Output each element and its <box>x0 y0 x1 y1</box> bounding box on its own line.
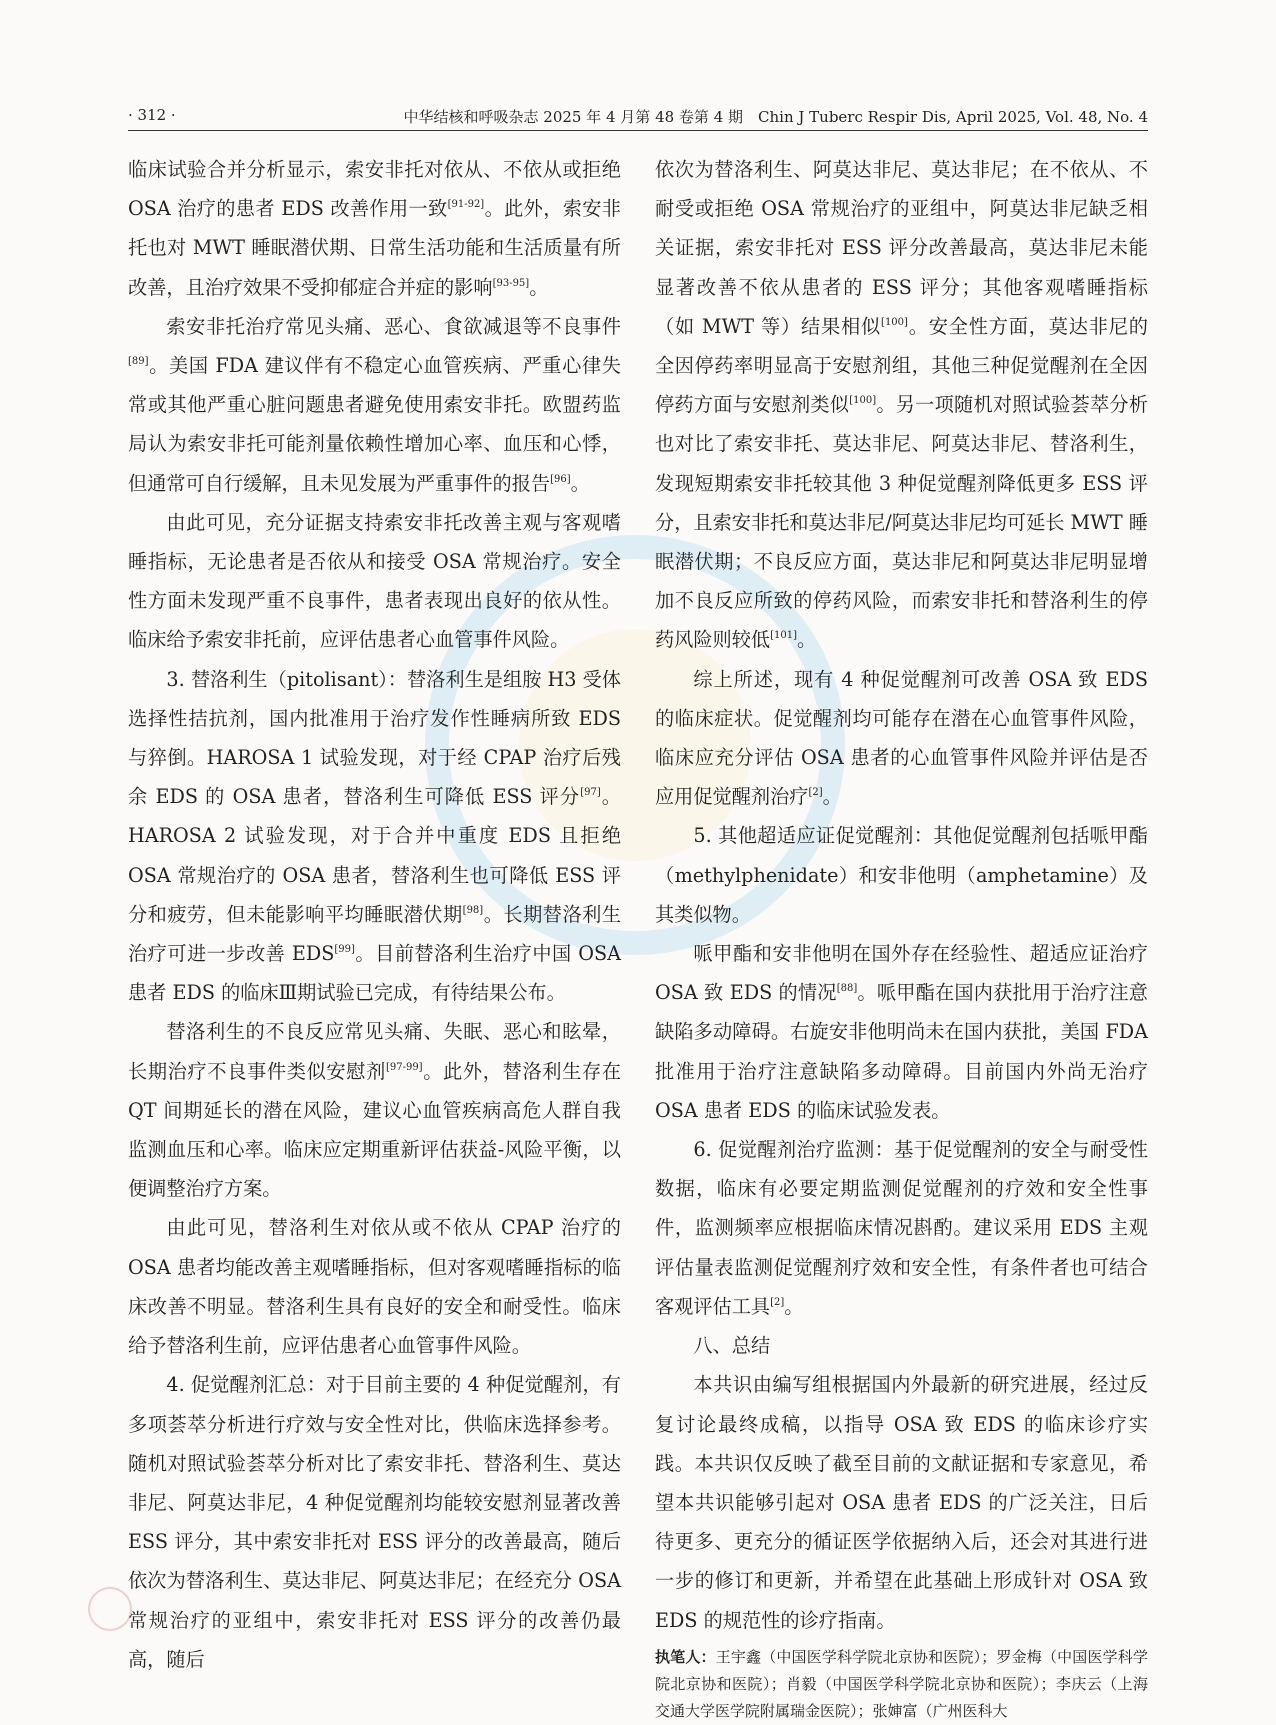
paragraph-text: 。 <box>784 1294 804 1318</box>
left-column <box>128 150 621 1679</box>
paragraph-text: 综上所述，现有 4 种促觉醒剂可改善 OSA 致 EDS 的临床症状。促觉醒剂均可能存在潜在心血管事件风险，临床应充分评估 OSA 患者的心血管事件风险并评估是否应用促觉醒剂治疗 <box>655 667 1148 809</box>
right-column <box>655 150 1148 1725</box>
paragraph-text: 。 <box>570 471 590 495</box>
paragraph-text: 。美国 FDA 建议伴有不稳定心血管疾病、严重心律失常或其他严重心脏问题患者避免使用索安非托。欧盟药监局认为索安非托可能剂量依赖性增加心率、血压和心悸，但通常可自行缓解，且未见发展为严重事件的报告 <box>128 354 621 495</box>
paragraph-text: 由此可见，替洛利生对依从或不依从 CPAP 治疗的 OSA 患者均能改善主观嗜睡指标，但对客观嗜睡指标的临床改善不明显。替洛利生具有良好的安全和耐受性。临床给予替洛利生前，应评估患者心血管事件风险。 <box>128 1216 621 1358</box>
paragraph <box>655 1130 1148 1326</box>
paragraph-text: 索安非托治疗常见头痛、恶心、食欲减退等不良事件 <box>166 314 621 338</box>
paragraph <box>128 1208 621 1365</box>
authors-label: 执笔人： <box>655 1647 716 1666</box>
paragraph-text: 。长期替洛利生治疗可进一步改善 EDS <box>128 902 622 966</box>
paragraph-text: 。 <box>529 275 549 299</box>
authors-block <box>655 1644 1148 1725</box>
publisher-watermark <box>88 1585 588 1635</box>
paragraph-text: 。目前替洛利生治疗中国 OSA 患者 EDS 的临床Ⅲ期试验已完成，有待结果公布。 <box>128 942 621 1005</box>
paragraph-text: 5. 其他超适应证促觉醒剂：其他促觉醒剂包括哌甲酯（methylphenidate）和安非他明（amphetamine）及其类似物。 <box>655 824 1148 926</box>
citation-ref: [99] <box>334 944 355 956</box>
paragraph-text: 。安全性方面，莫达非尼的全因停药率明显高于安慰剂组，其他三种促觉醒剂在全因停药方面与安慰剂类似 <box>655 314 1148 417</box>
paragraph-text: 依次为替洛利生、阿莫达非尼、莫达非尼；在不依从、不耐受或拒绝 OSA 常规治疗的亚组中，阿莫达非尼缺乏相关证据，索安非托对 ESS 评分改善最高，莫达非尼未能显著改善不依从患者的 ESS 评分；其他客观嗜睡指标（如 MWT 等）结果相似 <box>655 158 1148 338</box>
citation-ref: [100] <box>881 316 908 328</box>
paragraph <box>128 503 621 660</box>
paragraph-text: 。HAROSA 2 试验发现，对于合并中重度 EDS 且拒绝 OSA 常规治疗的 OSA 患者，替洛利生也可降低 ESS 评分和疲劳，但未能影响平均睡眠潜伏期 <box>128 785 621 926</box>
paragraph-text: 本共识由编写组根据国内外最新的研究进展，经过反复讨论最终成稿，以指导 OSA 致 EDS 的临床诊疗实践。本共识仅反映了截至目前的文献证据和专家意见，希望本共识能够引起对 OSA 患者 EDS 的广泛关注，日后待更多、更充分的循证医学依据纳入后，还会对其进行进一步的修订和更新，并希望在此基础上形成针对 OSA 致 EDS 的规范性的诊疗指南。 <box>655 1373 1148 1632</box>
citation-ref: [97] <box>580 787 601 799</box>
paragraph-text: 。另一项随机对照试验荟萃分析也对比了索安非托、莫达非尼、阿莫达非尼、替洛利生，发现短期索安非托较其他 3 种促觉醒剂降低更多 ESS 评分，且索安非托和莫达非尼/阿莫达非尼均可延长 MWT 睡眠潜伏期；不良反应方面，莫达非尼和阿莫达非尼明显增加不良反应所致的停药风险，而索安非托和替洛利生的停药风险则较低 <box>655 393 1149 652</box>
paragraph-text: 。此外，替洛利生存在 QT 间期延长的潜在风险，建议心血管疾病高危人群自我监测血压和心率。临床应定期重新评估获益-风险平衡，以便调整治疗方案。 <box>128 1059 622 1201</box>
paragraph-text: 临床试验合并分析显示，索安非托对依从、不依从或拒绝 OSA 治疗的患者 EDS 改善作用一致 <box>128 158 621 221</box>
paragraph <box>655 816 1148 934</box>
paragraph-text: 。此外，索安非托也对 MWT 睡眠潜伏期、日常生活功能和生活质量有所改善，且治疗效果不受抑郁症合并症的影响 <box>128 197 621 299</box>
paragraph-text: 八、总结 <box>693 1334 771 1358</box>
paragraph <box>655 1365 1148 1639</box>
publisher-seal-icon <box>88 1587 132 1631</box>
citation-ref: [100] <box>849 395 877 407</box>
journal-citation: 中华结核和呼吸杂志 2025 年 4 月第 48 卷第 4 期 Chin J Tuberc Respir Dis, April 2025, Vol. 48, No. 4 <box>403 108 1148 126</box>
citation-ref: [89] <box>128 356 149 368</box>
citation-ref: [101] <box>770 630 798 642</box>
paragraph-text: 由此可见，充分证据支持索安非托改善主观与客观嗜睡指标，无论患者是否依从和接受 OSA 常规治疗。安全性方面未发现严重不良事件，患者表现出良好的依从性。临床给予索安非托前，应评估患者心血管事件风险。 <box>128 510 621 652</box>
paragraph <box>655 660 1148 817</box>
citation-ref: [2] <box>808 787 823 799</box>
paragraph-text: 4. 促觉醒剂汇总：对于目前主要的 4 种促觉醒剂，有多项荟萃分析进行疗效与安全性对比，供临床选择参考。随机对照试验荟萃分析对比了索安非托、替洛利生、莫达非尼、阿莫达非尼，4 种促觉醒剂均能较安慰剂显著改善 ESS 评分，其中索安非托对 ESS 评分的改善最高，随后依次为替洛利生、莫达非尼、阿莫达非尼；在经充分 OSA 常规治疗的亚组中，索安非托对 ESS 评分的改善仍最高，随后 <box>128 1373 621 1671</box>
paragraph <box>128 307 621 503</box>
page-number: · 312 · <box>128 106 176 124</box>
paragraph-text: 替洛利生的不良反应常见头痛、失眠、恶心和眩晕，长期治疗不良事件类似安慰剂 <box>128 1020 621 1083</box>
citation-ref: [96] <box>550 473 571 485</box>
paragraph-text: 哌甲酯和安非他明在国外存在经验性、超适应证治疗 OSA 致 EDS 的情况 <box>655 942 1148 1005</box>
citation-ref: [93-95] <box>492 277 530 289</box>
authors-text: 王宇鑫（中国医学科学院北京协和医院）；罗金梅（中国医学科学院北京协和医院）；肖毅（中国医学科学院北京协和医院）；李庆云（上海交通大学医学院附属瑞金医院）；张婶富（广州医科大 <box>655 1647 1148 1720</box>
paragraph <box>128 1012 621 1208</box>
citation-ref: [2] <box>770 1296 785 1308</box>
citation-ref: [88] <box>836 983 858 995</box>
running-header <box>128 106 1148 131</box>
paragraph <box>655 150 1148 660</box>
paragraph <box>655 934 1148 1130</box>
citation-ref: [97-99] <box>385 1061 423 1073</box>
paragraph-text: 。哌甲酯在国内获批用于治疗注意缺陷多动障碍。右旋安非他明尚未在国内获批，美国 FDA 批准用于治疗注意缺陷多动障碍。目前国内外尚无治疗 OSA 患者 EDS 的临床试验发表。 <box>655 981 1148 1122</box>
paragraph <box>128 660 621 1013</box>
citation-ref: [91-92] <box>447 199 485 211</box>
paragraph-text: 6. 促觉醒剂治疗监测：基于促觉醒剂的安全与耐受性数据，临床有必要定期监测促觉醒剂的疗效和安全性事件，监测频率应根据临床情况斟酌。建议采用 EDS 主观评估量表监测促觉醒剂疗效和安全性，有条件者也可结合客观评估工具 <box>655 1138 1148 1318</box>
paragraph-text: 3. 替洛利生（pitolisant）：替洛利生是组胺 H3 受体选择性拮抗剂，国内批准用于治疗发作性睡病所致 EDS 与猝倒。HAROSA 1 试验发现，对于经 CPAP 治疗后残余 EDS 的 OSA 患者，替洛利生可降低 ESS 评分 <box>128 667 621 809</box>
paragraph <box>655 1326 1148 1365</box>
citation-ref: [98] <box>462 904 484 916</box>
paragraph-text: 。 <box>797 628 817 652</box>
paragraph <box>128 150 621 307</box>
paragraph-text: 。 <box>822 785 842 809</box>
